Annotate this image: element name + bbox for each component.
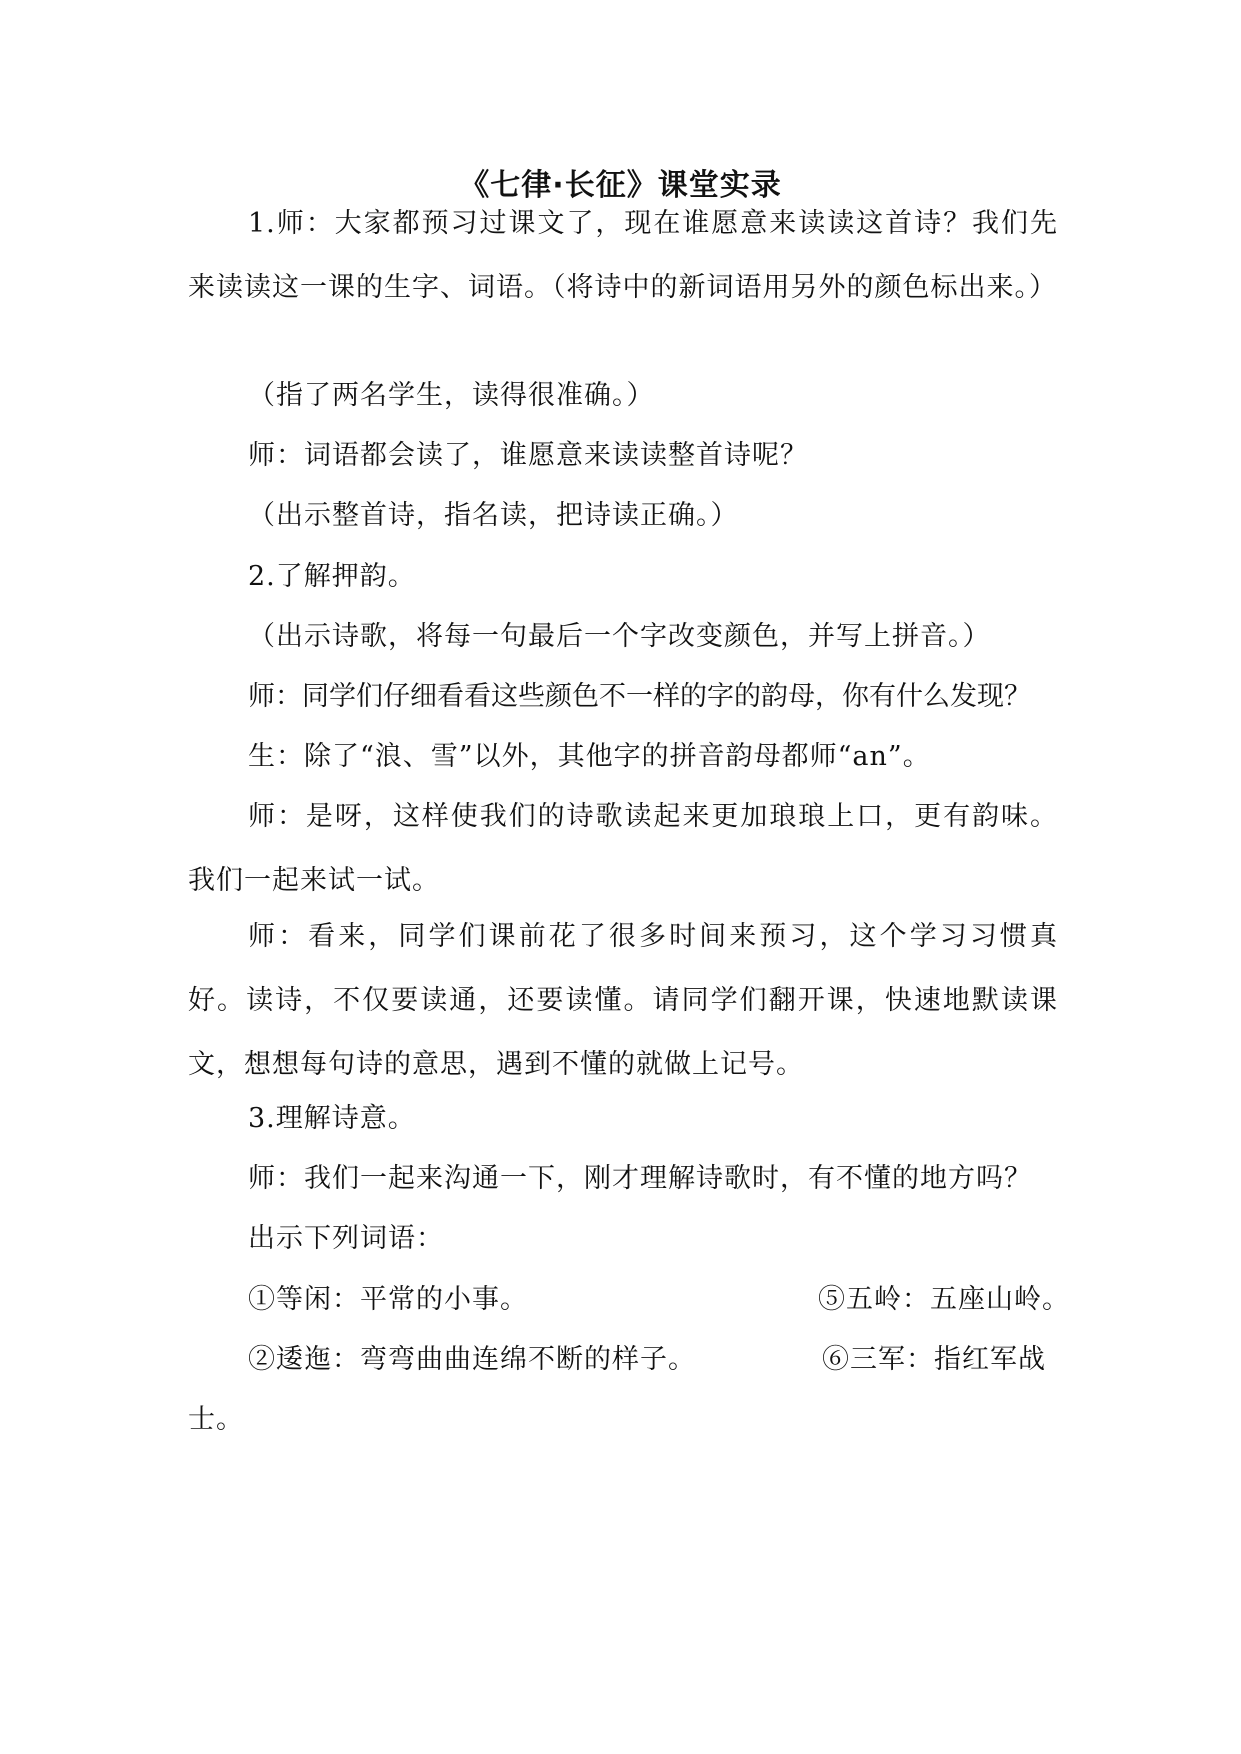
paragraph-1: 1.师：大家都预习过课文了，现在谁愿意来读读这首诗？我们先来读读这一课的生字、词语。（将诗中的新词语用另外的颜色标出来。）	[188, 208, 1058, 303]
glossary-item-1: ①等闲：平常的小事。	[248, 1284, 528, 1315]
glossary-item-5: ⑤五岭：五座山岭。	[818, 1284, 1070, 1315]
glossary-item-6-continued: 士。	[188, 1404, 244, 1435]
section-heading-2: 2.了解押韵。	[248, 561, 416, 592]
document-title: 《七律·长征》课堂实录	[459, 168, 782, 203]
paragraph-7: 师：同学们仔细看看这些颜色不一样的字的韵母，你有什么发现？	[248, 681, 1031, 712]
paragraph-2: （指了两名学生，读得很准确。）	[248, 380, 655, 411]
paragraph-3: 师：词语都会读了，谁愿意来读读整首诗呢？	[248, 440, 808, 471]
paragraph-13: 出示下列词语：	[248, 1223, 444, 1254]
glossary-item-2: ②逶迤：弯弯曲曲连绵不断的样子。	[248, 1344, 696, 1375]
paragraph-12: 师：我们一起来沟通一下，刚才理解诗歌时，有不懂的地方吗？	[248, 1163, 1032, 1194]
glossary-item-6: ⑥三军：指红军战	[822, 1344, 1046, 1375]
paragraph-6: （出示诗歌，将每一句最后一个字改变颜色，并写上拼音。）	[248, 621, 991, 652]
paragraph-10: 师：看来，同学们课前花了很多时间来预习，这个学习习惯真好。读诗，不仅要读通，还要读懂。请同学们翻开课，快速地默读课文，想想每句诗的意思，遇到不懂的就做上记号。	[188, 921, 1058, 1080]
section-heading-3: 3.理解诗意。	[248, 1103, 416, 1134]
paragraph-8: 生：除了“浪、雪”以外，其他字的拼音韵母都师“an”。	[248, 741, 931, 772]
paragraph-4: （出示整首诗，指名读，把诗读正确。）	[248, 500, 739, 531]
paragraph-9: 师：是呀，这样使我们的诗歌读起来更加琅琅上口，更有韵味。我们一起来试一试。	[188, 801, 1058, 896]
